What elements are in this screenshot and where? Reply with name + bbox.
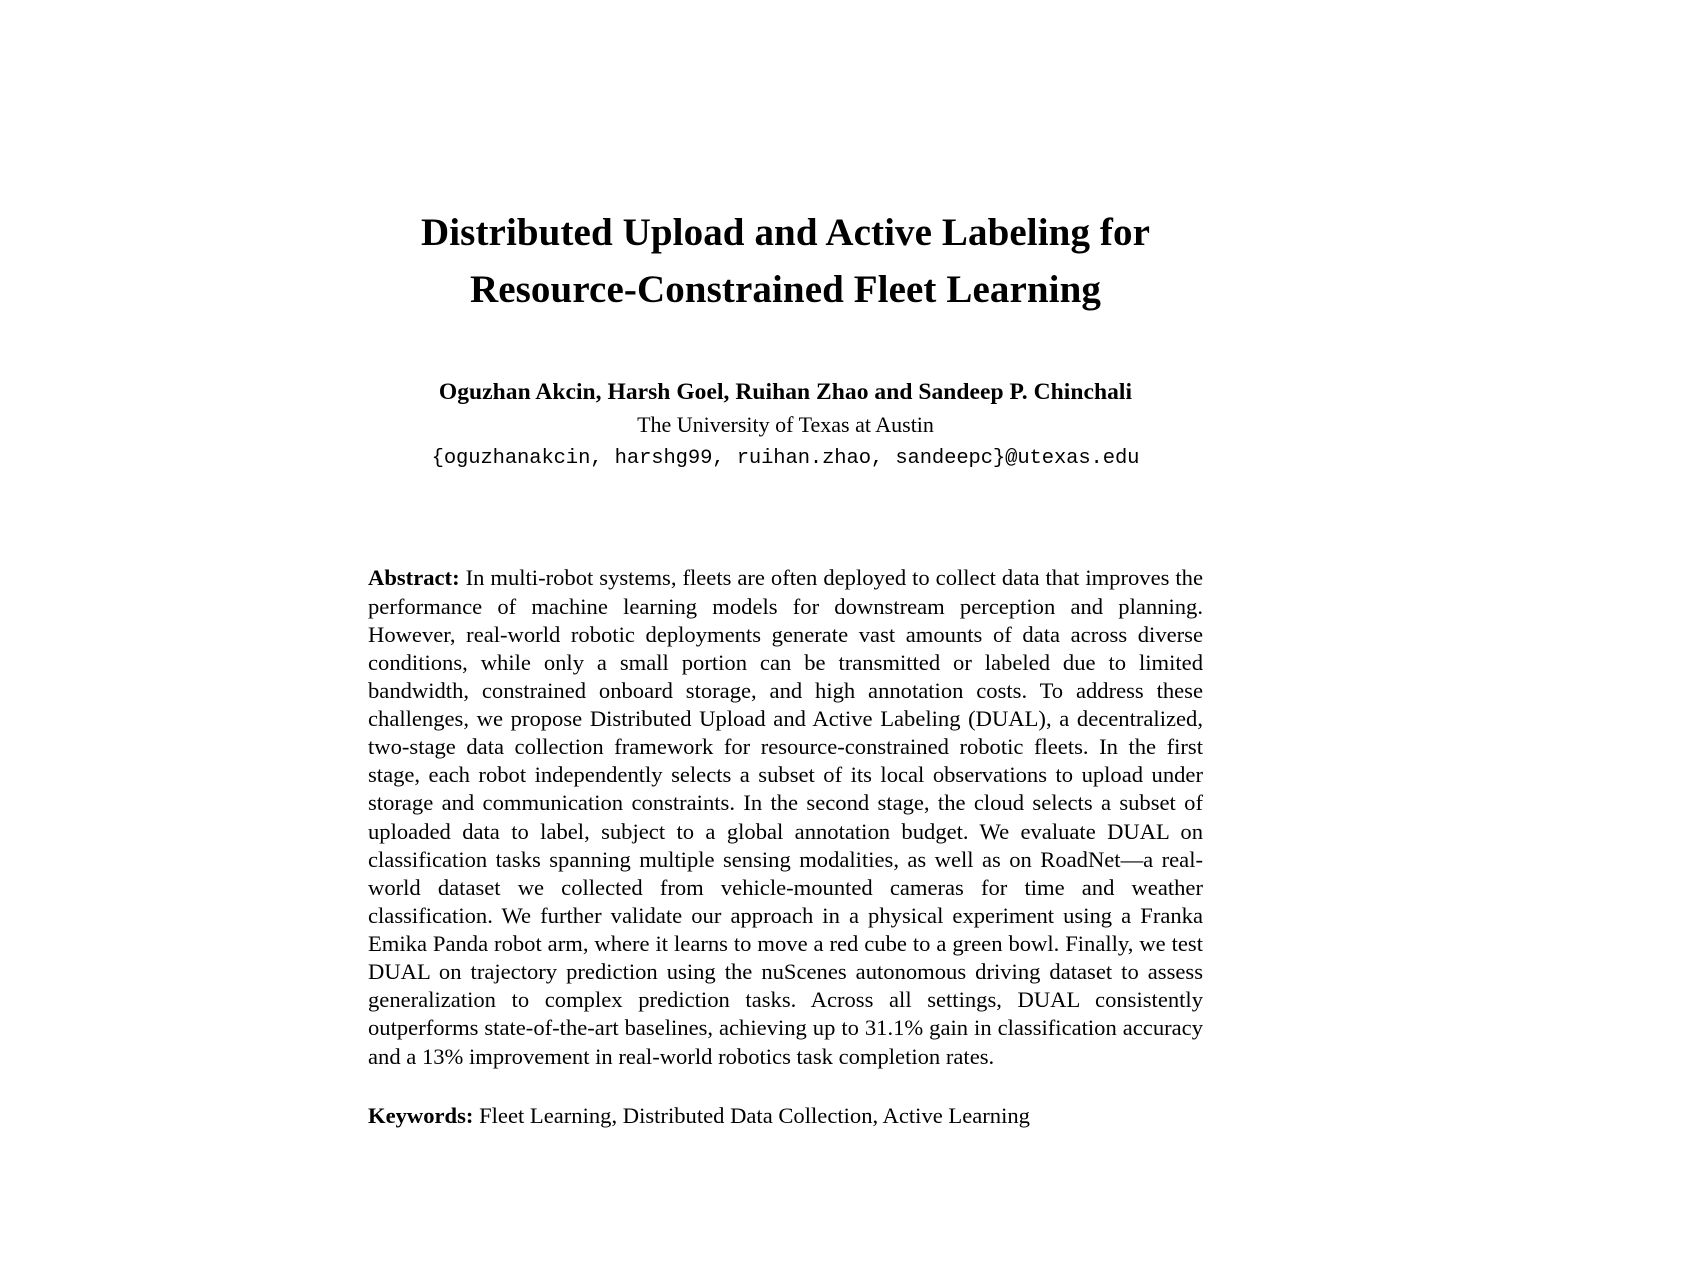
author-list: Oguzhan Akcin, Harsh Goel, Ruihan Zhao and Sandeep P. Chinchali bbox=[438, 379, 1133, 406]
abstract-heading: Abstract: bbox=[368, 565, 460, 591]
page-title bbox=[368, 205, 1203, 318]
abstract-text: In multi-robot systems, fleets are often deployed to collect data that improves the performance of machine learning models for downstream perception and planning. However, real-world robotic deployments generate vast amounts of data across diverse conditions, while only a small portion can be transmitted or labeled due to limited bandwidth, constrained onboard storage, and high annotation costs. To address these challenges, we propose Distributed Upload and Active Labeling (DUAL), a decentralized, two-stage data collection framework for resource-constrained robotic fleets. In the first stage, each robot independently selects a subset of its local observations to upload under storage and communication constraints. In the second stage, the cloud selects a subset of uploaded data to label, subject to a global annotation budget. We evaluate DUAL on classification tasks spanning multiple sensing modalities, as well as on RoadNet—a real-world dataset we collected from vehicle-mounted cameras for time and weather classification. We further validate our approach in a physical experiment using a Franka Emika Panda robot arm, where it learns to move a red cube to a green bowl. Finally, we test DUAL on trajectory prediction using the nuScenes autonomous driving dataset to assess generalization to complex prediction tasks. Across all settings, DUAL consistently outperforms state-of-the-art baselines, achieving up to 31.1% gain in classification accuracy and a 13% improvement in real-world robotics task completion rates. bbox=[368, 565, 1203, 1069]
abstract-section bbox=[368, 564, 1203, 1070]
keywords-heading: Keywords: bbox=[368, 1102, 474, 1128]
email-addresses: {oguzhanakcin, harshg99, ruihan.zhao, sandeepc}@utexas.edu bbox=[431, 446, 1140, 470]
keywords-section bbox=[368, 1102, 1203, 1130]
content-column bbox=[368, 0, 1203, 1130]
author-block bbox=[368, 377, 1203, 472]
keywords-paragraph bbox=[368, 1102, 1203, 1130]
title-block bbox=[368, 205, 1203, 318]
keywords-text: Fleet Learning, Distributed Data Collection, Active Learning bbox=[473, 1102, 1030, 1128]
affiliation: The University of Texas at Austin bbox=[637, 412, 934, 438]
title-line-2: Resource-Constrained Fleet Learning bbox=[469, 267, 1102, 311]
title-line-1: Distributed Upload and Active Labeling for bbox=[420, 211, 1150, 254]
abstract-paragraph bbox=[368, 564, 1203, 1070]
